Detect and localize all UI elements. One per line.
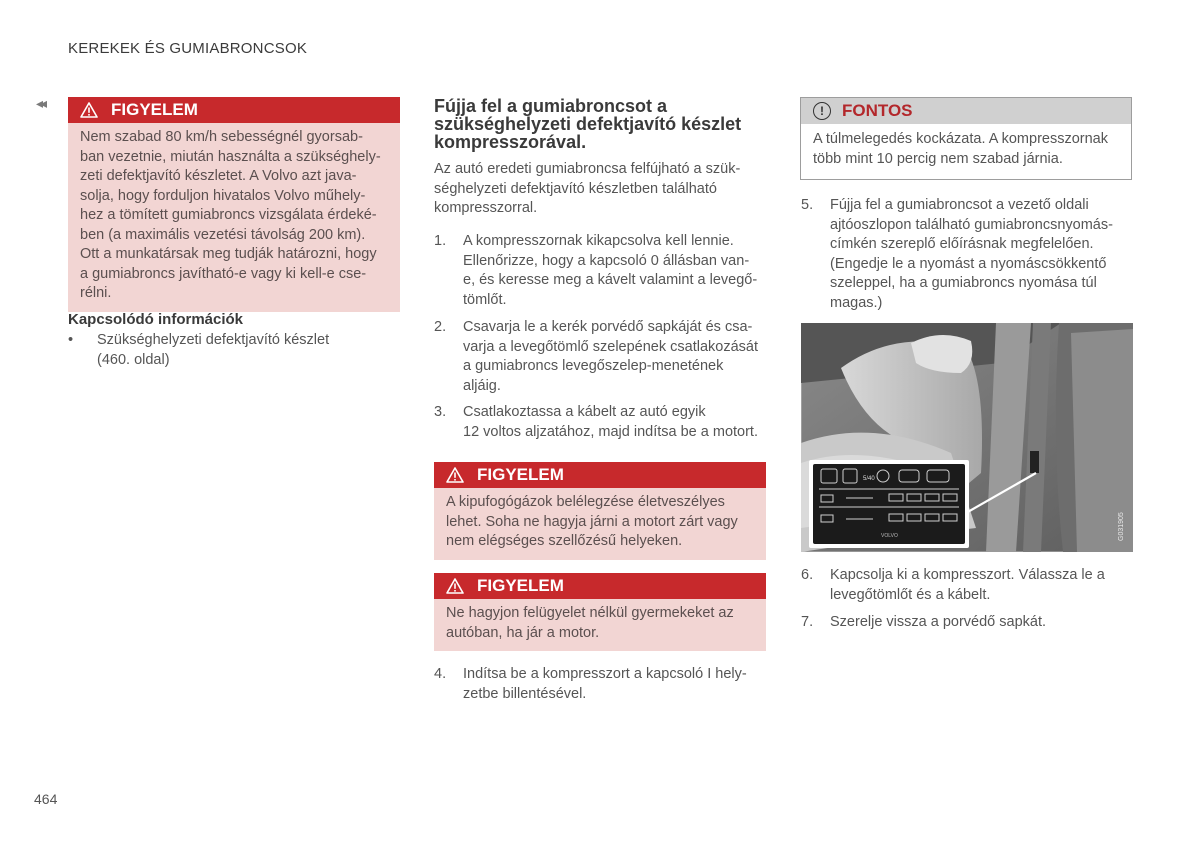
text-line: ban vezetnie, miután használta a szükséghely- (80, 148, 381, 165)
text-line: séghelyzeti defektjavító készletben található (434, 180, 717, 197)
warning-box-exhaust (434, 462, 766, 560)
text-line: a gumiabroncs levegőszelep-menetének (463, 358, 724, 374)
exclamation-circle-icon: ! (813, 102, 831, 120)
text-line: levegőtömlőt és a kábelt. (830, 586, 991, 603)
text-line: magas.) (830, 294, 883, 311)
text-line: Csavarja le a kerék porvédő sapkáját és csa- (463, 319, 753, 335)
warning-text (434, 599, 766, 651)
warning-header (434, 573, 766, 599)
warning-title: FIGYELEM (477, 465, 564, 484)
text-line: Ellenőrizze, hogy a kapcsoló 0 állásban van- (463, 252, 750, 269)
text-line: zeti defektjavító készletet. A Volvo azt java- (80, 168, 357, 184)
text-line: Kapcsolja ki a kompresszort. Válassza le a (830, 567, 1105, 583)
step-text (463, 318, 768, 396)
note-title: FONTOS (842, 101, 913, 120)
intro-paragraph (434, 160, 774, 219)
text-line: nem elégséges szellőzésű helyeken. (446, 533, 683, 549)
text-line: e, és keresse meg a kávelt valamint a levegő- (463, 272, 758, 288)
text-line: a gumiabroncs javítható-e vagy ki kell-e cse- (80, 265, 367, 282)
warning-title: FIGYELEM (477, 576, 564, 595)
related-link-defect-kit[interactable] (97, 331, 397, 370)
label-brand: VOLVO (881, 533, 898, 539)
text-line: Ott a munkatársak meg tudják határozni, hogy (80, 246, 377, 262)
section-title: KEREKEK ÉS GUMIABRONCSOK (68, 40, 308, 57)
text-line: rélni. (80, 285, 112, 301)
warning-text (68, 123, 400, 312)
note-header (801, 98, 1131, 124)
text-line: Csatlakoztassa a kábelt az autó egyik (463, 404, 706, 420)
warning-title: FIGYELEM (111, 100, 198, 119)
text-line: aljáig. (463, 377, 501, 394)
text-line: (Engedje le a nyomást a nyomáscsökkentő (830, 255, 1107, 272)
step-number: 2. (434, 319, 447, 335)
warning-header (434, 462, 766, 488)
page-number: 464 (34, 791, 58, 807)
text-line: A túlmelegedés kockázata. A kompresszornak (813, 131, 1108, 147)
text-line: szeleppel, ha a gumiabroncs nyomása túl (830, 275, 1097, 291)
heading-line: Fújja fel a gumiabroncsot a (434, 96, 668, 116)
text-line: ben (a maximális vezetési távolság 200 km). (80, 226, 366, 243)
heading-line: kompresszorával. (434, 132, 587, 152)
warning-box-children (434, 573, 766, 651)
text-line: autóban, ha jár a motor. (446, 624, 600, 641)
step-number: 5. (801, 197, 814, 213)
step-number: 3. (434, 404, 447, 420)
step-number: 7. (801, 614, 814, 630)
step-number: 4. (434, 666, 447, 682)
warning-triangle-icon (80, 102, 98, 118)
warning-triangle-icon (446, 578, 464, 594)
step-number: 1. (434, 233, 447, 249)
tire-pressure-label-photo (801, 323, 1133, 552)
important-note-box (800, 97, 1132, 180)
step-text (830, 196, 1135, 313)
warning-header (68, 97, 400, 123)
warning-triangle-icon (446, 467, 464, 483)
step-text (830, 613, 1135, 633)
note-text (801, 124, 1131, 179)
text-line: 12 voltos aljzatához, majd indítsa be a motort. (463, 423, 758, 440)
text-line: tömlőt. (463, 291, 507, 308)
related-info-title: Kapcsolódó információk (68, 311, 244, 328)
step-number: 6. (801, 567, 814, 583)
text-line: kompresszorral. (434, 200, 538, 216)
text-line: Fújja fel a gumiabroncsot a vezető oldali (830, 197, 1089, 213)
text-line: Ne hagyjon felügyelet nélkül gyermekeket az (446, 605, 734, 621)
step-text (463, 665, 768, 704)
step-text (463, 403, 768, 442)
text-line: A kipufogógázok belélegzése életveszélyes (446, 494, 725, 510)
step-text (463, 232, 768, 310)
step-text (830, 566, 1135, 605)
text-line: hez a tömített gumiabroncs vizsgálata érdeké- (80, 207, 377, 223)
back-double-chevron-icon[interactable]: ◂◂ (36, 95, 45, 111)
label-value: 5/40 (863, 476, 875, 482)
text-line: Indítsa be a kompresszort a kapcsoló I hely- (463, 666, 747, 682)
related-bullet: • (68, 332, 74, 348)
text-line: solja, hogy forduljon hivatalos Volvo műhely- (80, 187, 366, 204)
text-line: több mint 10 percig nem szabad járnia. (813, 150, 1063, 167)
text-line: Az autó eredeti gumiabroncsa felfújható a szük- (434, 161, 741, 177)
text-line: Szükséghelyzeti defektjavító készlet (97, 332, 330, 348)
text-line: (460. oldal) (97, 351, 170, 368)
heading-line: szükséghelyzeti defektjavító készlet (434, 114, 742, 134)
warning-text (434, 488, 766, 560)
text-line: ajtóoszlopon található gumiabroncsnyomás- (830, 216, 1113, 233)
text-line: varja a levegőtömlő szelepének csatlakozását (463, 338, 758, 355)
warning-box-speed (68, 97, 400, 312)
text-line: A kompresszornak kikapcsolva kell lennie. (463, 233, 734, 249)
text-line: címkén szereplő előírásnak megfelelően. (830, 236, 1094, 252)
section-heading (434, 97, 774, 151)
image-code: G031905 (1118, 512, 1125, 541)
text-line: zetbe billentésével. (463, 685, 587, 702)
text-line: lehet. Soha ne hagyja járni a motort zárt vagy (446, 513, 738, 530)
text-line: Nem szabad 80 km/h sebességnél gyorsab- (80, 129, 363, 145)
text-line: Szerelje vissza a porvédő sapkát. (830, 614, 1046, 630)
